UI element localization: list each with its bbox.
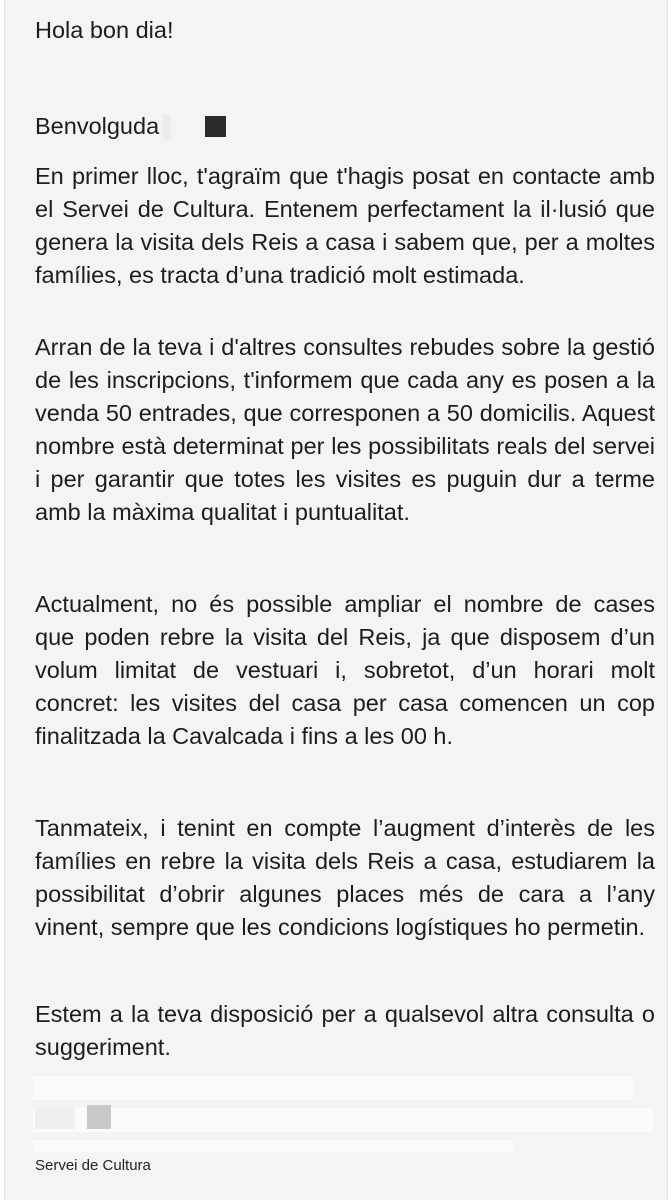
redacted-name-light [163, 114, 171, 140]
redacted-block [33, 1108, 653, 1132]
paragraph-3: Actualment, no és possible ampliar el nombre de cases que poden rebre la visita del Reis, ja que disposem d’un volum limitat de vestuari i, sobretot, d’un horari molt concret: les visites del casa per casa comencen un cop finalitzada la Cavalcada i fins a les 00 h. [35, 591, 655, 749]
paragraph-1: En primer lloc, t'agraïm que t'hagis posat en contacte amb el Servei de Cultura. Entenem perfectament la il·lusió que genera la visita dels Reis a casa i sabem que, per a moltes famílies, es tracta d’una tradició molt estimada. [35, 163, 655, 288]
greeting-text: Hola bon dia! [35, 17, 174, 43]
redacted-block [33, 1076, 633, 1100]
redacted-block [33, 1140, 513, 1152]
message-body [4, 0, 668, 1200]
redacted-signature-part [35, 1107, 75, 1129]
redacted-name-block [205, 116, 226, 137]
redacted-signature [35, 1103, 93, 1131]
redacted-signature-part [87, 1105, 111, 1129]
salutation-line [35, 110, 655, 143]
paragraph-2: Arran de la teva i d'altres consultes rebudes sobre la gestió de les inscripcions, t'informem que cada any es posen a la venda 50 entrades, que corresponen a 50 domicilis. Aquest nombre està determinat per les possibilitats reals del servei i per garantir que totes les visites es puguin dur a terme amb la màxima qualitat i puntualitat. [35, 334, 655, 525]
paragraph-4: Tanmateix, i tenint en compte l’augment d’interès de les famílies en rebre la visita dels Reis a casa, estudiarem la possibilitat d’obrir algunes places més de cara a l’any vinent, sempre que les condicions logístiques ho permetin. [35, 815, 655, 940]
salutation-text: Benvolguda [35, 113, 160, 139]
signature-text: Servei de Cultura [35, 1157, 151, 1174]
paragraph-5: Estem a la teva disposició per a qualsevol altra consulta o suggeriment. [35, 1001, 655, 1060]
